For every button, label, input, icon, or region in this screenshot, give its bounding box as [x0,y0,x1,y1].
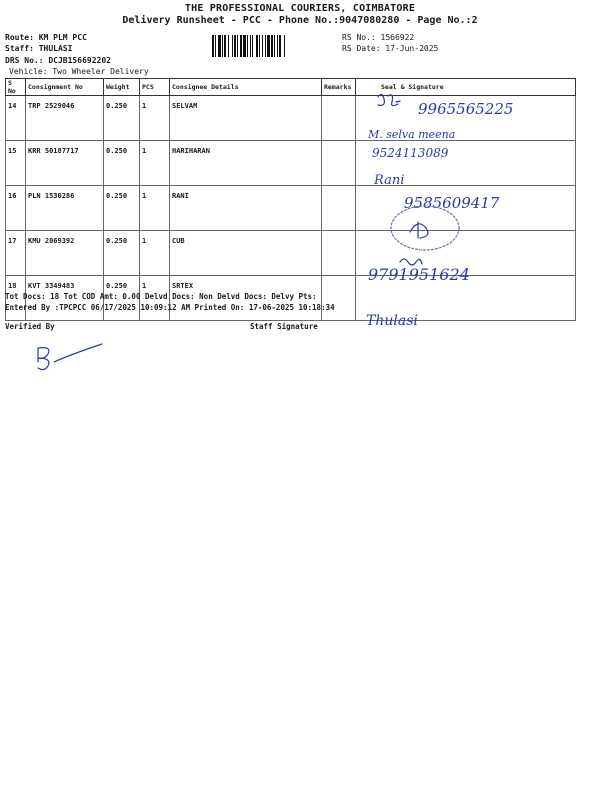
staff-label: Staff: THULASI [5,44,73,53]
cell-consignee: CUB [170,231,322,276]
cell-sno: 18 [6,276,26,321]
col-header-consignee: Consignee Details [170,79,322,96]
vehicle-label: Vehicle: Two Wheeler Delivery [9,67,149,76]
cell-pcs: 1 [140,231,170,276]
cell-sno: 15 [6,141,26,186]
cell-pcs: 1 [140,96,170,141]
route-label: Route: KM PLM PCC [5,33,87,42]
cell-pcs: 1 [140,141,170,186]
cell-consignee: SRTEX [170,276,322,321]
verified-by-label: Verified By [5,322,55,331]
cell-consignee: RANI [170,186,322,231]
staff-signature-label: Staff Signature [250,322,318,331]
cell-consignee: HARIHARAN [170,141,322,186]
table-header-row [6,79,576,96]
runsheet-subtitle: Delivery Runsheet - PCC - Phone No.:9047080280 - Page No.:2 [122,15,478,26]
cell-weight: 0.250 [104,141,140,186]
cell-pcs: 1 [140,276,170,321]
cell-sno: 17 [6,231,26,276]
handwritten-phone-row16: 9585609417 [404,194,500,212]
col-header-seal-signature: Seal & Signature [356,79,576,96]
col-header-remarks: Remarks [322,79,356,96]
cell-weight: 0.250 [104,96,140,141]
col-header-sno: S No [6,79,26,96]
handwritten-name-row15: M. selva meena [368,128,456,141]
drs-label: DRS No.: DCJB156692202 [5,56,111,65]
cell-remarks [322,96,356,141]
cell-consignment: PLN 1530286 [26,186,104,231]
totals-line: Tot Docs: 18 Tot COD Amt: 0.00 Delvd Docs: Non Delvd Docs: Delvy Pts: [5,292,317,301]
cell-consignee: SELVAM [170,96,322,141]
handwritten-phone-row14: 9965565225 [418,100,514,118]
table-row [6,141,576,186]
entered-printed-line: Entered By :TPCPCC 06/17/2025 10:09:12 AM Printed On: 17-06-2025 10:18:34 [5,303,335,312]
cell-consignment: TRP 2529046 [26,96,104,141]
rs-date: RS Date: 17-Jun-2025 [342,44,439,53]
cell-remarks [322,186,356,231]
col-header-pcs: PCS [140,79,170,96]
cell-remarks [322,276,356,321]
handwritten-phone-row18: 9791951624 [368,265,470,284]
handwritten-phone-row15: 9524113089 [372,146,449,160]
cell-consignment: KRR 50187717 [26,141,104,186]
cell-pcs: 1 [140,186,170,231]
cell-weight: 0.250 [104,276,140,321]
cell-weight: 0.250 [104,231,140,276]
staff-signature-handwritten: Thulasi [366,313,418,329]
cell-sno: 16 [6,186,26,231]
col-header-consignment: Consignment No [26,79,104,96]
cell-remarks [322,231,356,276]
cell-weight: 0.250 [104,186,140,231]
col-header-weight: Weight [104,79,140,96]
cell-remarks [322,141,356,186]
handwritten-name-row16: Rani [374,173,405,188]
company-title: THE PROFESSIONAL COURIERS, COIMBATORE [184,3,416,14]
rs-number: RS No.: 1566922 [342,33,415,42]
table-row [6,231,576,276]
cell-consignment: KVT 3349483 [26,276,104,321]
barcode [212,35,332,57]
cell-consignment: KMU 2069392 [26,231,104,276]
cell-sno: 14 [6,96,26,141]
verifier-signature-icon [38,344,102,370]
